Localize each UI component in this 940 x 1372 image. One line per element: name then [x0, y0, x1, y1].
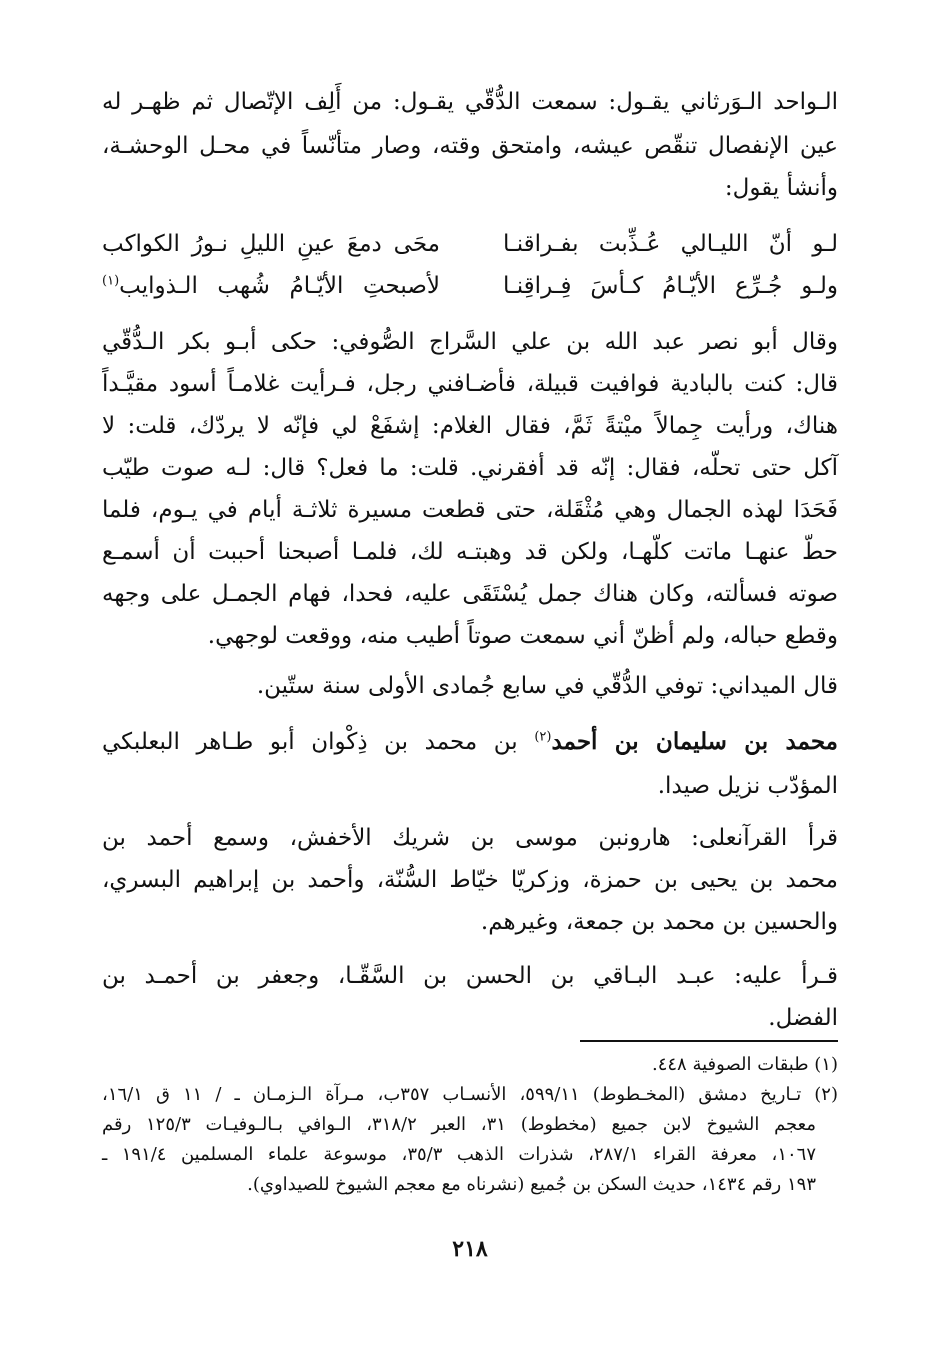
- paragraph-5-line-2: الفضل.: [768, 1005, 838, 1031]
- footnote-2-line-1: (٢) تـاريخ دمشق (المخـطوط) ٥٩٩/١١، الأنسـاب ٣٥٧ب، مـرآة الـزمـان ـ / ١١ ق ١٦/١،: [102, 1084, 838, 1105]
- footnote-2-line-3: ١٠٦٧، معرفة القراء ٢٨٧/١، شذرات الذهب ٣٥/٣، موسوعة علماء المسلمين ١٩١/٤ ـ: [102, 1144, 816, 1165]
- entry-name: محمد بن سليمان بن أحمد: [551, 728, 838, 755]
- paragraph-4-line-3: والحسين بن محمد بن جمعة، وغيرهم.: [480, 909, 838, 935]
- poem-verse-1-second-hemistich: محَى دمعَ عينِ الليلِ نـورُ الكواكب: [102, 231, 440, 257]
- poem-verse-2-second-hemistich: [102, 266, 440, 306]
- footnote-2-line-2: معجم الشيوخ لابن جميع (مخطوط) ٣١، العبر ٣١٨/٢، الـوافي بـالـوفيـات ١٢٥/٣ رقم: [102, 1114, 816, 1135]
- paragraph-2-line-3: هناك، ورأيت جِمالاً ميْتةً ثَمَّ، فقال الغلام: إشفَعْ لي فإنّه لا يردّك، قلت: لا: [102, 413, 838, 439]
- paragraph-5-line-1: قـرأ عليه: عبـد البـاقي بن الحسن بن السَّقّـا، وجعفر بن أحمـد بن: [102, 963, 838, 989]
- entry-heading-line-2: المؤدّب نزيل صيدا.: [657, 773, 838, 799]
- paragraph-1-line-3: وأنشأ يقول:: [724, 175, 838, 201]
- entry-rest: بن محمد بن ذِكْوان أبو طـاهر البعلبكي: [102, 729, 535, 755]
- poem-verse-2-second-text: لأصبحتِ الأيّـامُ شُهب الـذوايب: [119, 273, 440, 299]
- footnote-1: (١) طبقات الصوفية ٤٤٨.: [651, 1054, 838, 1075]
- footnote-marker-1: (١): [102, 273, 120, 289]
- paragraph-1-line-1: الـواحد الـوَرثاني يقـول: سمعت الدُّقّي يقـول: من أَلِف الإتّصال ثم ظهـر له: [102, 89, 838, 115]
- paragraph-2-line-4: آكل حتى تحلّه، فقال: إنّه قد أفقرني. قلت: ما فعل؟ قال: لـه صوت طيّب: [102, 455, 838, 481]
- entry-heading-line-1: [102, 722, 838, 762]
- paragraph-2-line-5: فَحَدَا لهذه الجمال وهي مُثْقَلة، حتى قطعت مسيرة ثلاثـة أيام في يـوم، فلما: [102, 497, 838, 523]
- page-number: ٢١٨: [452, 1236, 488, 1262]
- paragraph-2-line-6: حطّ عنهـا ماتت كلّهـا، ولكن قد وهبتـه لك، فلمـا أصبحنا أحببت أن أسمـع: [102, 539, 838, 565]
- paragraph-2-line-8: وقطع حباله، ولم أظنّ أني سمعت صوتاً أطيب منه، ووقعت لوجهي.: [207, 623, 838, 649]
- footnote-marker-2: (٢): [534, 729, 552, 745]
- paragraph-3: قال الميداني: توفي الدُّقّي في سابع جُمادى الأولى سنة ستّين.: [256, 673, 838, 699]
- paragraph-4-line-2: محمد بن يحيى بن حمزة، وزكريّا خيّاط السُّنّة، وأحمد بن إبراهيم البسري،: [102, 867, 838, 893]
- paragraph-2-line-7: صوته فسألته، وكان هناك جمل يُسْتَقَى عليه، فحدا، فهام الجمـل على وجهه: [102, 581, 838, 607]
- footnote-separator: [580, 1040, 838, 1042]
- poem-verse-1-first-hemistich: لـو أنّ الليـالي عُـذِّبت بفـراقنـا: [503, 231, 838, 257]
- poem-verse-2-first-hemistich: ولـو جُـرِّع الأيّـامُ كـأسَ فِـراقِنـا: [503, 273, 838, 299]
- footnote-2-line-4: ١٩٣ رقم ١٤٣٤، حديث السكن بن جُميع (نشرناه مع معجم الشيوخ للصيداوي).: [247, 1174, 816, 1195]
- paragraph-4-line-1: قرأ القرآنعلى: هارونبن موسى بن شريك الأخفش، وسمع أحمد بن: [102, 825, 838, 851]
- paragraph-2-line-1: وقال أبو نصر عبد الله بن علي السَّراج الصُّوفي: حكى أبـو بكر الـدُّقّي: [102, 329, 838, 355]
- paragraph-2-line-2: قال: كنت بالبادية فوافيت قبيلة، فأضـافني رجل، فـرأيت غلامـاً أسود مقيَّـداً: [102, 371, 838, 397]
- paragraph-1-line-2: عين الإنفصال تنقّص عيشه، وامتحق وقته، وصار متأنّساً في محـل الوحشـة،: [102, 133, 838, 159]
